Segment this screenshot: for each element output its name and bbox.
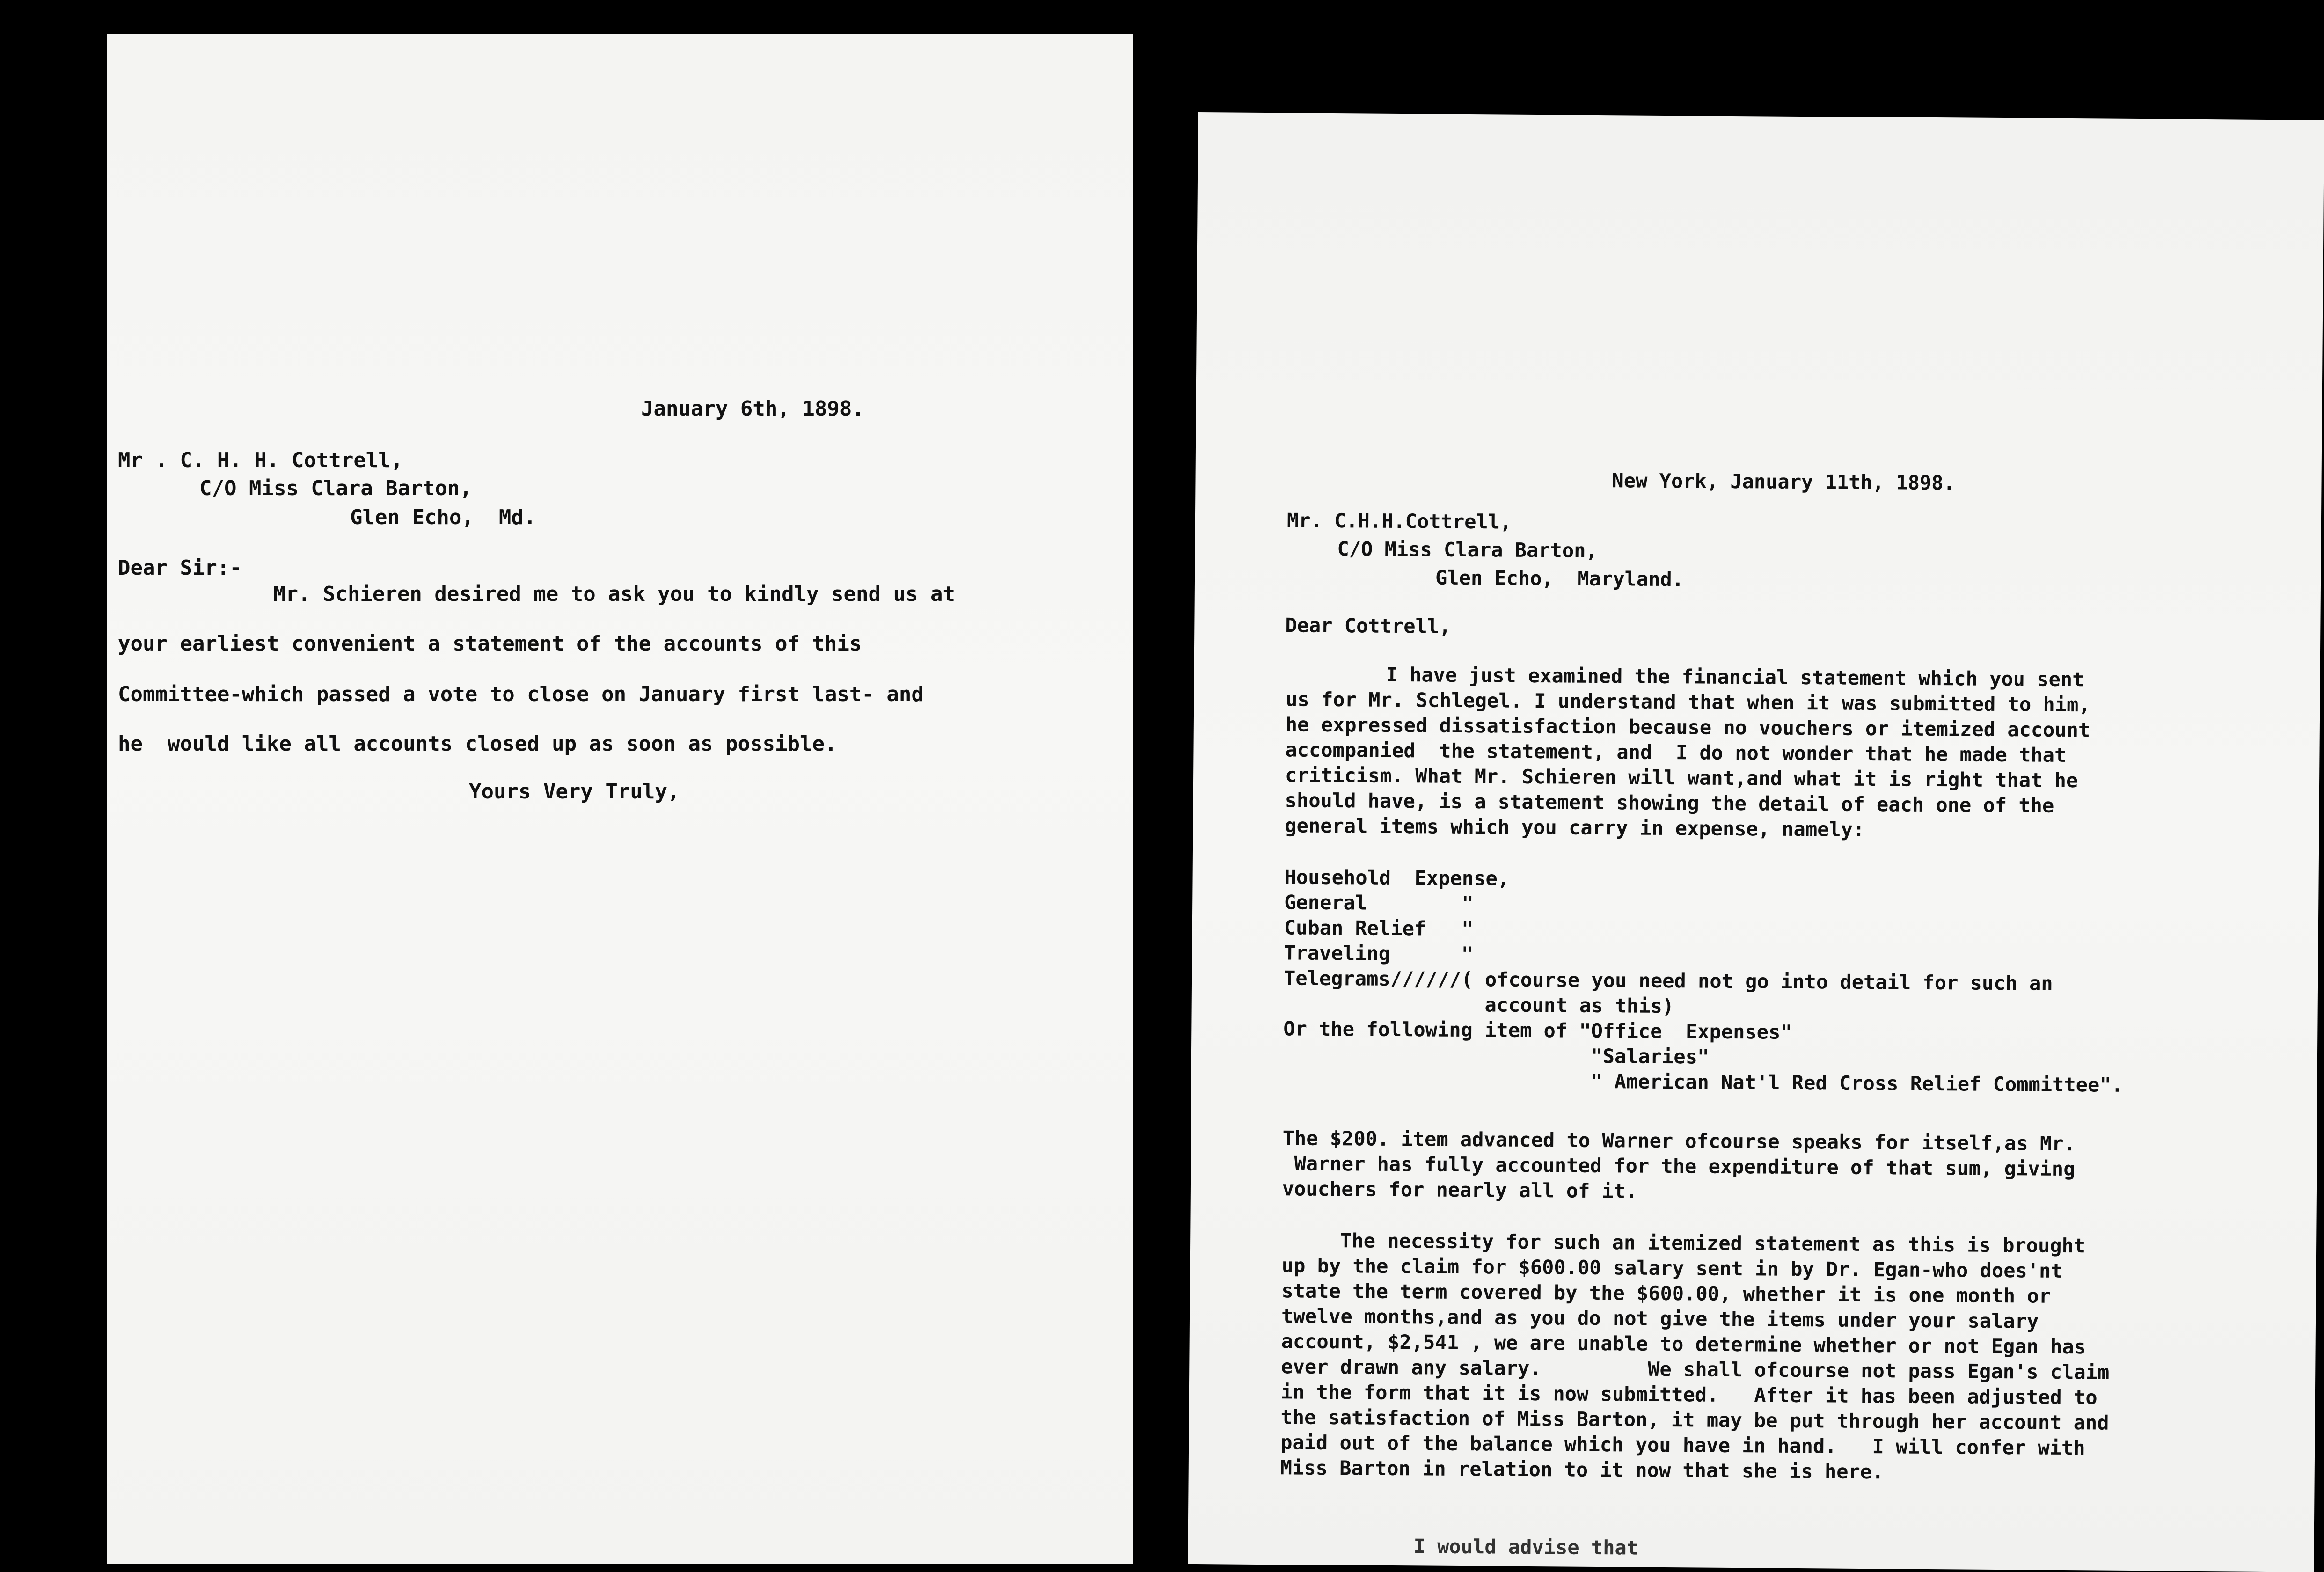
right-para1-line-2: us for Mr. Schlegel. I understand that when it was submitted to him, [1286,687,2090,717]
right-address-line-1: Mr. C.H.H.Cottrell, [1286,509,1512,534]
right-para3-line-2: up by the claim for $600.00 salary sent in by Dr. Egan-who does'nt [1281,1254,2063,1282]
right-item-3: Cuban Relief " [1284,916,1474,941]
right-item-2: General " [1284,891,1474,915]
right-cutoff-line: I would advise that [1413,1535,1639,1559]
right-para3-line-3: state the term covered by the $600.00, whether it is one month or [1281,1279,2051,1308]
left-address-line-2: C/O Miss Clara Barton, [199,476,472,500]
left-address-line-3: Glen Echo, Md. [350,505,536,529]
right-item-5: Telegrams//////( ofcourse you need not go into detail for such an [1283,966,2053,995]
left-body-line-3: Committee-which passed a vote to close on January first last- and [118,682,924,706]
right-para2-line-3: vouchers for nearly all of it. [1282,1177,1637,1203]
left-letter-page [107,34,1133,1564]
right-para1-line-1: I have just examined the financial statement which you sent [1386,663,2084,691]
right-letter-page [1188,112,2324,1572]
left-body-line-1: Mr. Schieren desired me to ask you to kindly send us at [273,582,955,606]
right-para1-line-3: he expressed dissatisfaction because no vouchers or itemized account [1285,713,2090,742]
right-item-9: " American Nat'l Red Cross Relief Committee". [1283,1067,2124,1097]
right-para1-line-7: general items which you carry in expense, namely: [1285,814,1865,841]
right-salutation: Dear Cottrell, [1285,614,1451,638]
right-para1-line-6: should have, is a statement showing the detail of each one of the [1285,789,2054,817]
right-letter-date: New York, January 11th, 1898. [1612,469,1955,495]
right-item-7: Or the following item of "Office Expenses" [1283,1017,1792,1044]
right-para2-line-2: Warner has fully accounted for the expenditure of that sum, giving [1282,1152,2076,1181]
right-para3-line-4: twelve months,and as you do not give the items under your salary [1281,1304,2039,1333]
right-para3-line-6: ever drawn any salary. We shall ofcourse not pass Egan's claim [1281,1355,2110,1384]
left-closing: Yours Very Truly, [469,780,680,804]
right-para3-line-8: the satisfaction of Miss Barton, it may be put through her account and [1280,1405,2109,1434]
right-item-4: Traveling " [1284,941,1474,966]
right-para3-line-7: in the form that it is now submitted. After it has been adjusted to [1280,1380,2097,1409]
right-para3-line-9: paid out of the balance which you have in hand. I will confer with [1280,1431,2085,1460]
right-para2-line-1: The $200. item advanced to Warner ofcourse speaks for itself,as Mr. [1282,1126,2076,1155]
left-body-line-4: he would like all accounts closed up as soon as possible. [118,732,837,756]
right-para1-line-4: accompanied the statement, and I do not wonder that he made that [1285,738,2067,767]
right-item-8: "Salaries" [1283,1042,1710,1068]
left-salutation: Dear Sir:- [118,556,242,580]
right-para3-line-1: The necessity for such an itemized statement as this is brought [1340,1229,2086,1258]
left-body-line-2: your earliest convenient a statement of the accounts of this [118,632,862,656]
right-address-line-2: C/O Miss Clara Barton, [1337,537,1598,562]
right-item-6: account as this) [1283,992,1674,1018]
right-item-1: Household Expense, [1284,865,1510,890]
right-para3-line-10: Miss Barton in relation to it now that she is here. [1280,1456,1884,1484]
left-address-line-1: Mr . C. H. H. Cottrell, [118,448,403,472]
left-letter-date: January 6th, 1898. [641,397,864,421]
right-para3-line-5: account, $2,541 , we are unable to determine whether or not Egan has [1281,1330,2086,1359]
right-address-line-3: Glen Echo, Maryland. [1435,566,1684,591]
right-para1-line-5: criticism. What Mr. Schieren will want,and what it is right that he [1285,763,2078,792]
